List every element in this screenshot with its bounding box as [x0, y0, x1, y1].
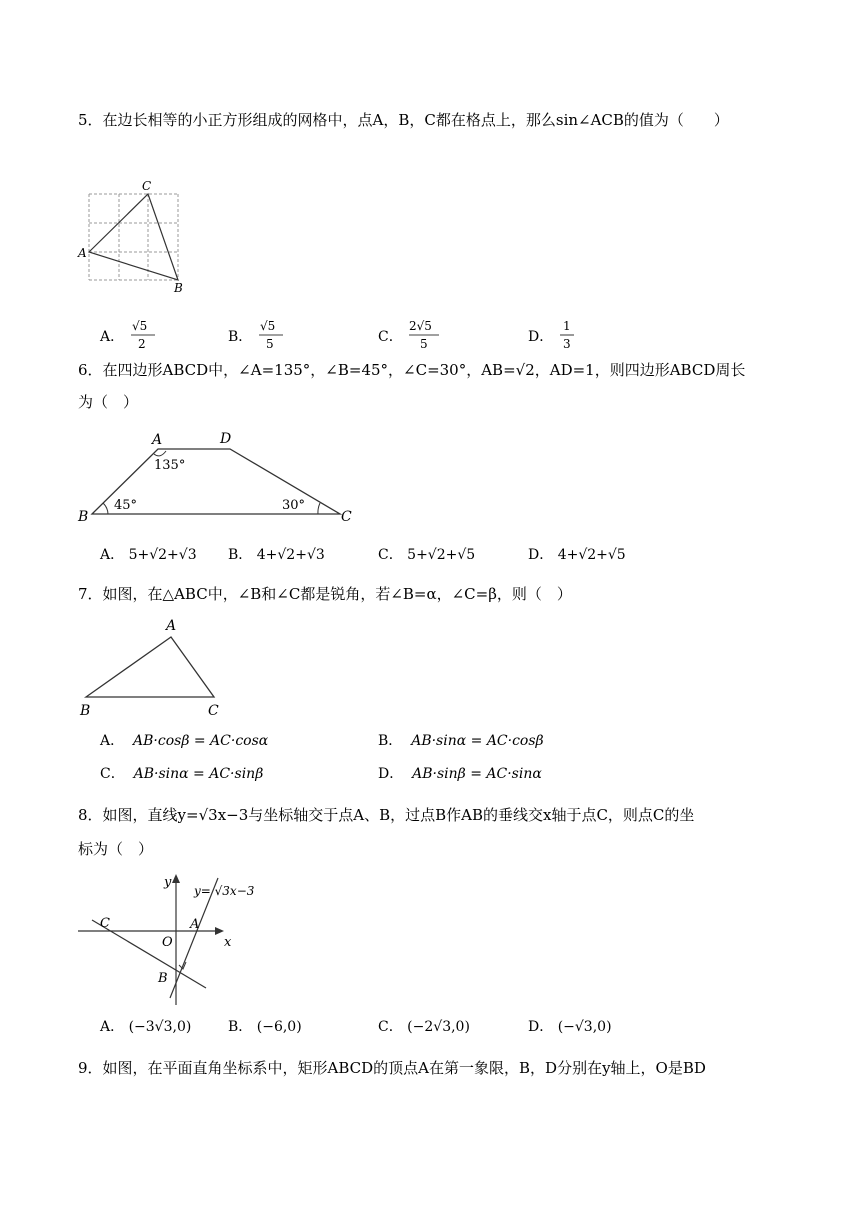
q8-option-d-text: (−√3,0) — [557, 1019, 612, 1035]
q5-option-b-letter: B． — [228, 329, 253, 345]
q5-option-c-fraction — [407, 318, 443, 352]
question-5-grid-figure — [78, 178, 188, 296]
q5-option-d[interactable] — [528, 320, 578, 354]
question-6-quadrilateral-figure — [78, 425, 368, 525]
q6-option-b-letter: B． — [228, 547, 253, 563]
q8-label-B: B — [158, 971, 168, 986]
q7-option-a[interactable] — [100, 732, 268, 750]
q6-label-D: D — [220, 431, 232, 447]
question-8-coordinate-figure — [78, 870, 268, 1010]
q8-option-d-letter: D． — [528, 1019, 554, 1035]
svg-text:√5: √5 — [131, 319, 147, 333]
q8-option-c-letter: C． — [378, 1019, 403, 1035]
q7-option-b-letter: B． — [378, 733, 403, 749]
svg-text:3: 3 — [562, 337, 571, 351]
question-5-stem: 5．在边长相等的小正方形组成的网格中，点A，B，C都在格点上，那么sin∠ACB的值为（ ） — [78, 111, 729, 129]
question-8-stem-line1: 8．如图，直线y=√3x−3与坐标轴交于点A、B，过点B作AB的垂线交x轴于点C，则点C的坐 — [78, 806, 695, 824]
question-7-triangle-figure — [78, 614, 228, 720]
q7-label-C: C — [208, 703, 219, 719]
q7-option-d-letter: D． — [378, 766, 404, 782]
svg-text:√5: √5 — [259, 319, 276, 333]
q8-option-c[interactable] — [378, 1018, 470, 1036]
q7-option-c[interactable] — [100, 765, 263, 783]
q5-option-a[interactable] — [100, 320, 159, 354]
q7-option-b-text: AB·sinα = AC·cosβ — [411, 733, 544, 749]
q6-option-a-text: 5+√2+√3 — [128, 547, 197, 563]
q8-option-a-letter: A． — [100, 1019, 125, 1035]
q5-option-a-fraction — [129, 318, 159, 352]
question-9-stem: 9．如图，在平面直角坐标系中，矩形ABCD的顶点A在第一象限，B，D分别在y轴上，O是BD — [78, 1059, 706, 1077]
q5-option-a-letter: A． — [100, 329, 125, 345]
q6-option-d-letter: D． — [528, 547, 554, 563]
q7-option-d-text: AB·sinβ = AC·sinα — [412, 766, 542, 782]
q8-option-c-text: (−2√3,0) — [407, 1019, 470, 1035]
svg-text:1: 1 — [562, 319, 571, 333]
q8-label-y: y — [164, 875, 172, 890]
q6-label-A: A — [152, 432, 163, 448]
q6-option-d[interactable] — [528, 546, 626, 564]
svg-text:2: 2 — [137, 337, 146, 351]
q6-option-c-text: 5+√2+√5 — [407, 547, 476, 563]
q5-label-A: A — [78, 246, 87, 260]
q5-option-d-fraction — [558, 318, 578, 352]
q8-option-b[interactable] — [228, 1018, 302, 1036]
q8-label-A: A — [190, 917, 200, 932]
q6-option-a[interactable] — [100, 546, 197, 564]
q5-option-c-letter: C． — [378, 329, 403, 345]
question-7-stem: 7．如图，在△ABC中，∠B和∠C都是锐角，若∠B=α，∠C=β，则（ ） — [78, 585, 572, 603]
q5-option-b[interactable] — [228, 320, 287, 354]
q6-label-B: B — [78, 509, 89, 525]
q8-option-d[interactable] — [528, 1018, 612, 1036]
q5-option-c[interactable] — [378, 320, 443, 354]
q5-label-C: C — [142, 179, 152, 193]
q6-option-b[interactable] — [228, 546, 325, 564]
q6-option-c[interactable] — [378, 546, 475, 564]
q6-option-a-letter: A． — [100, 547, 125, 563]
svg-text:5: 5 — [265, 337, 274, 351]
q7-option-a-letter: A． — [100, 733, 125, 749]
q5-option-b-fraction — [257, 318, 287, 352]
question-6-stem-line2: 为（ ） — [78, 393, 139, 411]
q6-option-d-text: 4+√2+√5 — [557, 547, 626, 563]
svg-text:2√5: 2√5 — [409, 319, 433, 333]
q7-option-a-text: AB·cosβ = AC·cosα — [133, 733, 269, 749]
q6-angle-30: 30° — [282, 498, 306, 513]
q8-option-a[interactable] — [100, 1018, 191, 1036]
question-6-stem-line1: 6．在四边形ABCD中，∠A=135°，∠B=45°，∠C=30°，AB=√2，AD=1，则四边形ABCD周长 — [78, 361, 746, 379]
q6-label-C: C — [341, 509, 352, 525]
q8-label-x: x — [224, 935, 232, 950]
q8-option-b-letter: B． — [228, 1019, 253, 1035]
q6-option-c-letter: C． — [378, 547, 403, 563]
q6-angle-45: 45° — [114, 498, 138, 513]
q7-option-b[interactable] — [378, 732, 544, 750]
q7-label-A: A — [166, 618, 177, 634]
q8-label-C: C — [100, 916, 110, 931]
q5-label-B: B — [174, 281, 183, 295]
q7-option-c-letter: C． — [100, 766, 125, 782]
q7-option-c-text: AB·sinα = AC·sinβ — [133, 766, 264, 782]
q7-label-B: B — [80, 703, 91, 719]
q8-line-equation: y= √3x−3 — [194, 884, 255, 898]
q8-label-O: O — [162, 935, 173, 950]
q8-option-a-text: (−3√3,0) — [128, 1019, 192, 1035]
q7-option-d[interactable] — [378, 765, 542, 783]
q6-option-b-text: 4+√2+√3 — [256, 547, 325, 563]
svg-text:5: 5 — [420, 337, 428, 351]
question-8-stem-line2: 标为（ ） — [78, 840, 154, 858]
q6-angle-135: 135° — [154, 458, 186, 473]
q5-option-d-letter: D． — [528, 329, 554, 345]
q8-option-b-text: (−6,0) — [256, 1019, 302, 1035]
